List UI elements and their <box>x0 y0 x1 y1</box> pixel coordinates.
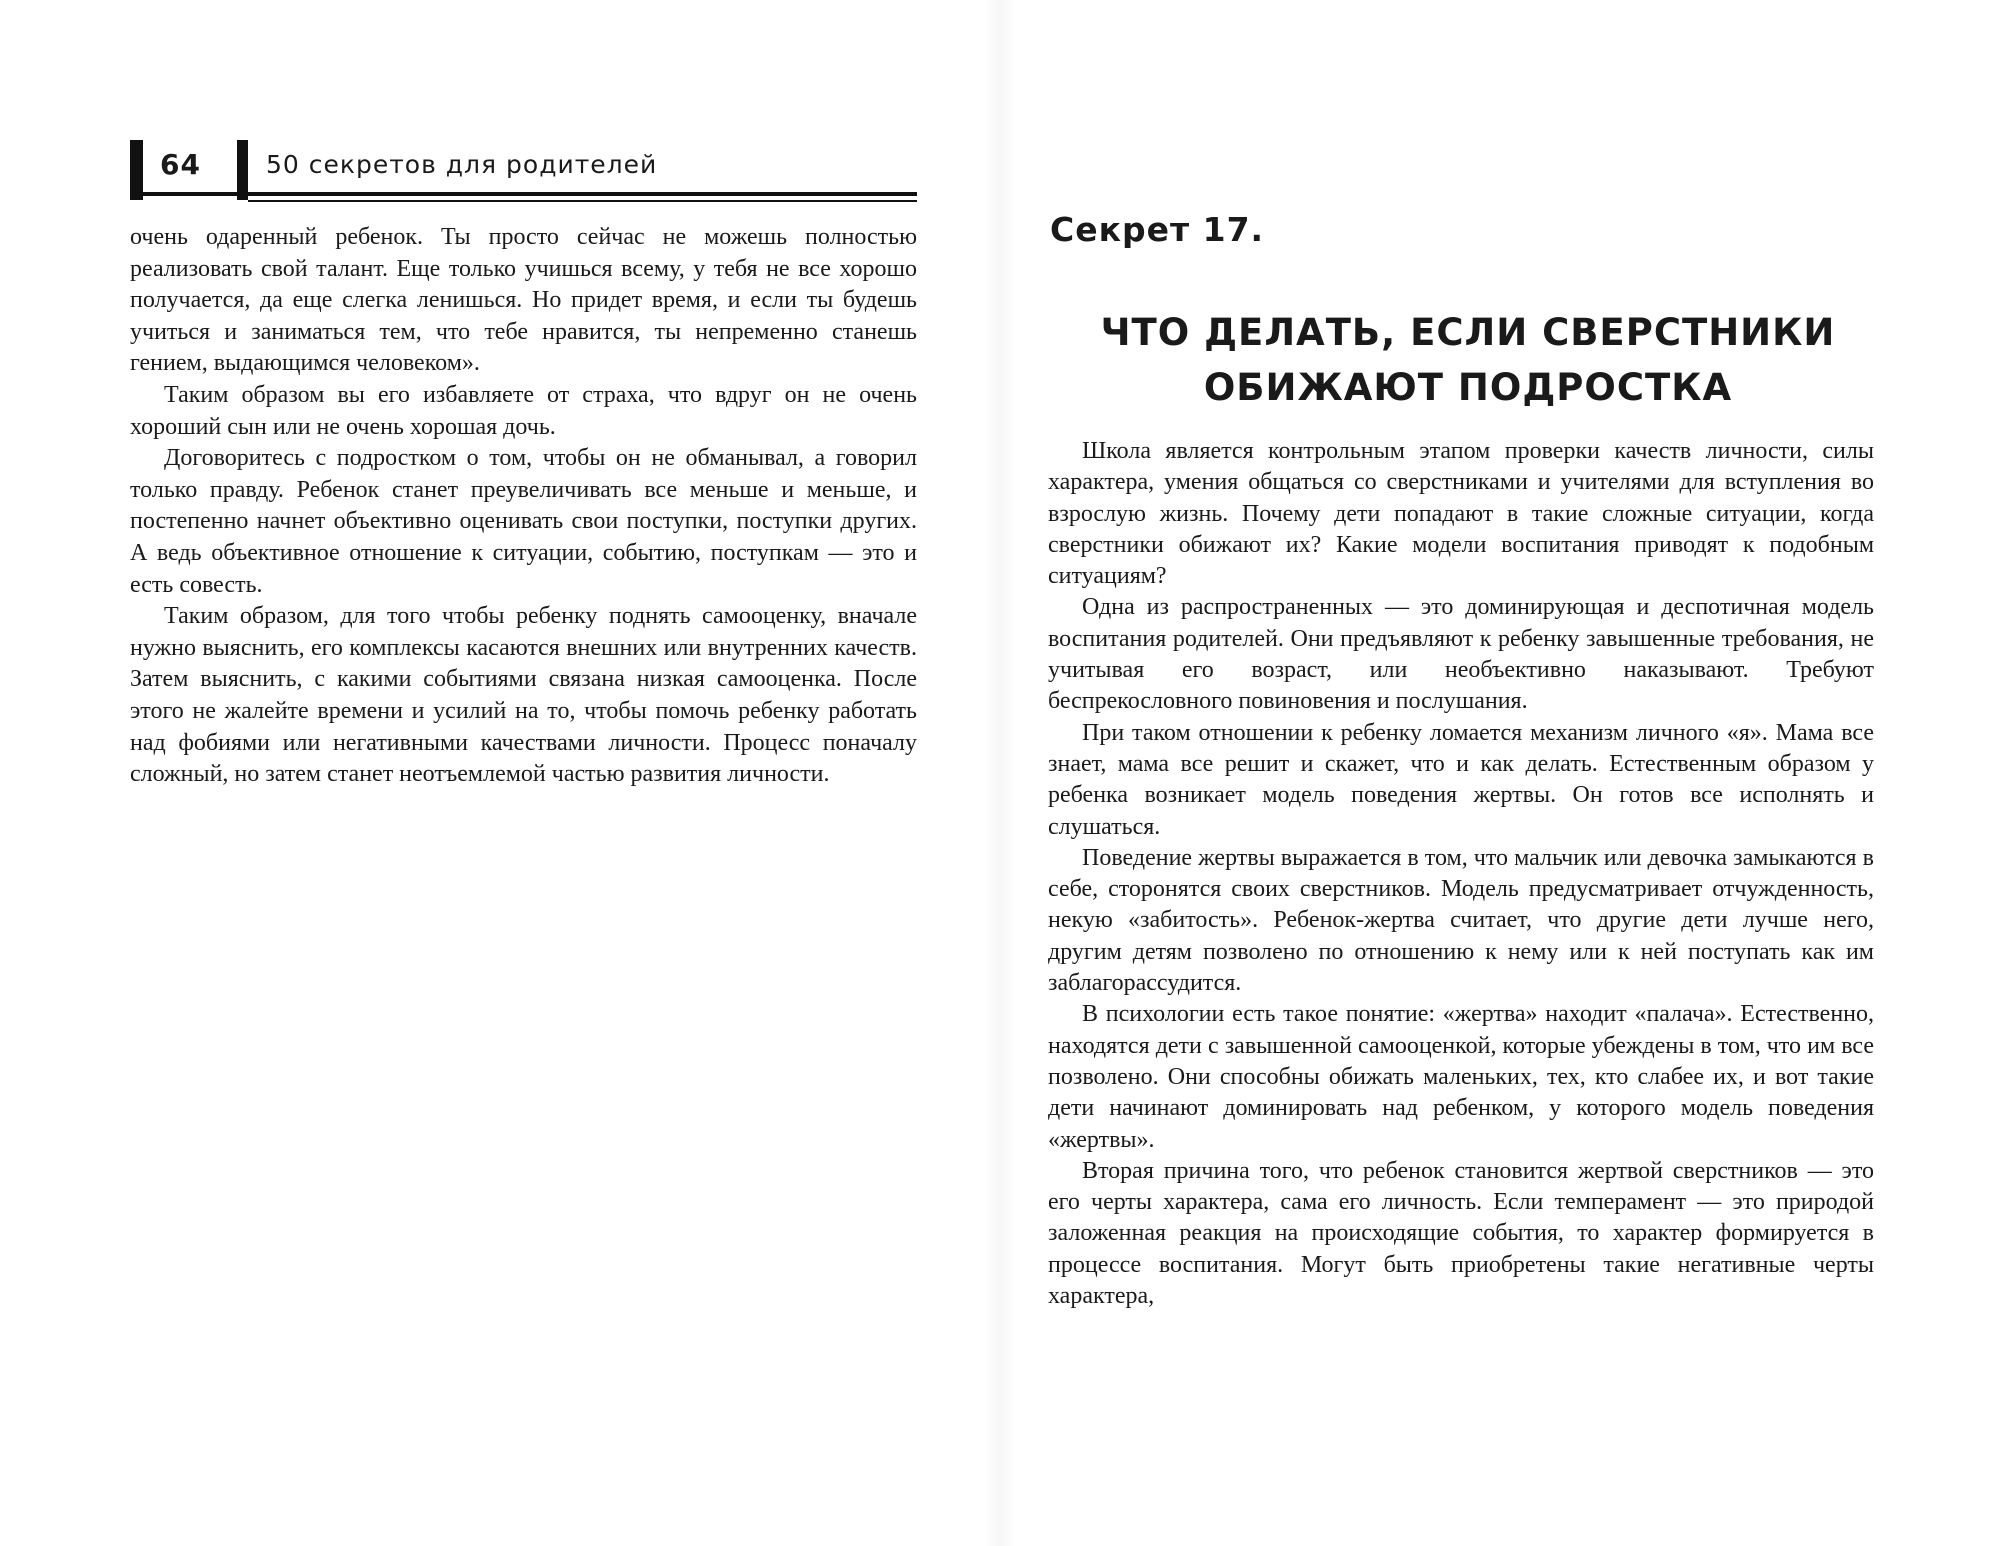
running-book-title: 50 секретов для родителей <box>266 150 658 179</box>
paragraph: Одна из распространенных — это доминирующая и деспотичная модель воспитания родителей. Они предъявляют к ребенку завышенные требования, не учитывая его возраст, или необъективно наказывают. Требуют беспрекословного повиновения и послушания. <box>1048 594 1874 715</box>
paragraph: Таким образом вы его избавляете от страха, что вдруг он не очень хороший сын или не очень хорошая дочь. <box>130 381 917 440</box>
chapter-title <box>1040 305 1896 415</box>
secret-label: Секрет 17. <box>1050 210 1265 249</box>
header-bar-left <box>130 140 143 200</box>
right-body-text <box>1048 436 1874 1312</box>
page-number: 64 <box>160 148 201 181</box>
paragraph: Вторая причина того, что ребенок становится жертвой сверстников — это его черты характера, сама его личность. Если темперамент — это природой заложенная реакция на происходящие события, то характер формируется в процессе воспитания. Могут быть приобретены такие негативные черты характера, <box>1048 1157 1874 1310</box>
paragraph: Таким образом, для того чтобы ребенку поднять самооценку, вначале нужно выяснить, его комплексы касаются внешних или внутренних качеств. Затем выяснить, с какими событиями связана низкая самооценка. После этого не жалейте времени и усилий на то, чтобы помочь ребенку работать над фобиями или негативными качествами личности. Процесс поначалу сложный, но затем станет неотъемлемой частью развития личности. <box>130 603 917 788</box>
running-header <box>130 140 917 204</box>
paragraph: Поведение жертвы выражается в том, что мальчик или девочка замыкаются в себе, сторонятся своих сверстников. Модель предусматривает отчужденность, некую «забитость». Ребенок-жертва считает, что другие дети лучше него, другим детям позволено по отношению к нему или к ней поступать как им заблагорассудится. <box>1048 844 1874 997</box>
header-rule <box>130 192 917 196</box>
paragraph: При таком отношении к ребенку ломается механизм личного «я». Мама все знает, мама все решит и скажет, что и как делать. Естественным образом у ребенка возникает модель поведения жертвы. Он готов все исполнять и слушаться. <box>1048 719 1874 840</box>
chapter-title-line: ЧТО ДЕЛАТЬ, ЕСЛИ СВЕРСТНИКИ <box>1100 311 1836 354</box>
right-page <box>1000 0 2000 1546</box>
paragraph: Школа является контрольным этапом проверки качеств личности, силы характера, умения общаться со сверстниками и учителями для вступления во взрослую жизнь. Почему дети попадают в такие сложные ситуации, когда сверстники обижают их? Какие модели воспитания приводят к подобным ситуациям? <box>1048 438 1874 590</box>
left-body-text <box>130 222 917 791</box>
header-rule-thin <box>248 200 917 202</box>
paragraph: очень одаренный ребенок. Ты просто сейчас не можешь полностью реализовать свой талант. Еще только учишься всему, у тебя не все хорошо получается, да еще слегка ленишься. Но придет время, и если ты будешь учиться и заниматься тем, что тебе нравится, ты непременно станешь гением, выдающимся человеком». <box>130 224 917 377</box>
chapter-title-line: ОБИЖАЮТ ПОДРОСТКА <box>1203 366 1733 409</box>
paragraph: Договоритесь с подростком о том, чтобы он не обманывал, а говорил только правду. Ребенок станет преувеличивать все меньше и меньше, и постепенно начнет объективно оценивать свои поступки, поступки других. А ведь объективное отношение к ситуации, событию, поступкам — это и есть совесть. <box>130 445 917 598</box>
header-bar-divider <box>237 140 248 200</box>
paragraph: В психологии есть такое понятие: «жертва» находит «палача». Естественно, находятся дети с завышенной самооценкой, которые убеждены в том, что им все позволено. Они способны обижать маленьких, тех, кто слабее их, и вот такие дети начинают доминировать над ребенком, у которого модель поведения «жертвы». <box>1048 1001 1874 1153</box>
